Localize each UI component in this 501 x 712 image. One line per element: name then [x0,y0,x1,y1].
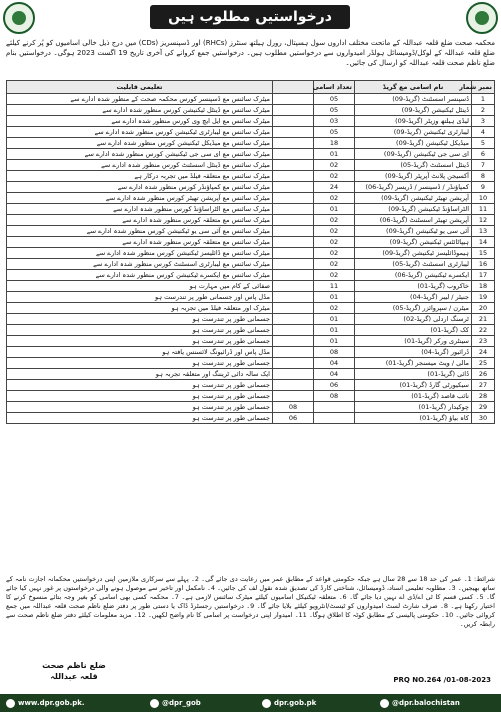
cell-qualification: میٹرک سائنس مع آپریشن تھیٹر کورس منظور شدہ ادارے سے [7,193,273,204]
cell-post-count: 01 [314,336,355,347]
cell-serial-number: 5 [472,138,495,149]
cell-qualification: میٹرک سائنس مع ڈینٹل ٹیکنیشن کورس منظور شدہ ادارے سے [7,105,273,116]
cell-post-count-2: 08 [273,402,314,413]
cell-serial-number: 22 [472,325,495,336]
cell-serial-number: 29 [472,402,495,413]
cell-qualification: صفائی کے کام میں مہارت ہو [7,281,273,292]
cell-post-count: 02 [314,303,355,314]
cell-qualification: جسمانی طور پر تندرست ہو [7,402,273,413]
cell-post-name: سیکیورٹی گارڈ (گریڈ-01) [355,380,472,391]
table-row [7,215,495,226]
cell-serial-number: 10 [472,193,495,204]
cell-post-count: 01 [314,292,355,303]
cell-post-count-2 [273,325,314,336]
cell-post-name: آئی سی یو ٹیکنیشن (گریڈ-09) [355,226,472,237]
cell-post-count: 03 [314,116,355,127]
table-row [7,149,495,160]
cell-post-count-2: 06 [273,413,314,424]
cell-serial-number: 16 [472,259,495,270]
cell-qualification: جسمانی طور پر تندرست ہو [7,413,273,424]
cell-post-name: سینٹری ورکر (گریڈ-01) [355,336,472,347]
table-row [7,226,495,237]
cell-post-name: ڈسپنسر اسسٹنٹ (گریڈ-09) [355,94,472,105]
cell-post-count-2 [273,94,314,105]
cell-serial-number: 7 [472,160,495,171]
cell-post-count: 08 [314,391,355,402]
cell-qualification: جسمانی طور پر تندرست ہو [7,358,273,369]
cell-post-count: 02 [314,270,355,281]
cell-qualification: میٹرک سائنس مع ایل ایچ وی کورس منظور شدہ ادارے سے [7,116,273,127]
cell-serial-number: 30 [472,413,495,424]
cell-post-count: 05 [314,94,355,105]
cell-serial-number: 25 [472,358,495,369]
cell-qualification: میٹرک سائنس مع متعلقہ فیلڈ میں تجربہ درکار ہے [7,171,273,182]
cell-post-count-2 [273,204,314,215]
cell-post-name: ہیپاٹائٹس ٹیکنیشن (گریڈ-09) [355,237,472,248]
signature-block [14,660,134,682]
footer-website[interactable] [6,694,85,712]
cell-post-count: 02 [314,226,355,237]
cell-post-count-2 [273,149,314,160]
table-row [7,193,495,204]
cell-post-count-2 [273,160,314,171]
cell-post-count-2 [273,391,314,402]
cell-serial-number: 24 [472,347,495,358]
cell-post-count: 08 [314,347,355,358]
cell-serial-number: 8 [472,171,495,182]
cell-post-count: 01 [314,325,355,336]
facebook-icon [262,699,271,708]
cell-serial-number: 9 [472,182,495,193]
footer-twitter-text: @dpr_gob [162,699,201,707]
table-row [7,160,495,171]
cell-post-name: ای سی جی ٹیکنیشن (گریڈ-09) [355,149,472,160]
cell-serial-number: 19 [472,292,495,303]
cell-post-count: 24 [314,182,355,193]
cell-post-count-2 [273,248,314,259]
table-row [7,105,495,116]
table-row [7,358,495,369]
table-row [7,413,495,424]
cell-post-name: ڈینٹل اسسٹنٹ (گریڈ-05) [355,160,472,171]
cell-post-count-2 [273,182,314,193]
cell-post-count: 02 [314,248,355,259]
table-row [7,270,495,281]
table-row [7,391,495,402]
table-row [7,347,495,358]
cell-qualification: ایک سالہ دائی ٹریننگ اور متعلقہ تجربہ ہو [7,369,273,380]
prq-number: PRQ NO.264 /01-08-2023 [393,676,491,684]
cell-post-count-2 [273,237,314,248]
cell-post-name: میڈیکل ٹیکنیشن (گریڈ-09) [355,138,472,149]
cell-qualification: جسمانی طور پر تندرست ہو [7,314,273,325]
cell-post-count-2 [273,116,314,127]
cell-qualification: میٹرک سائنس مع لیبارٹری ٹیکنیشن کورس منظور شدہ ادارے سے [7,127,273,138]
cell-qualification: جسمانی طور پر تندرست ہو [7,380,273,391]
cell-post-count-2 [273,270,314,281]
instagram-icon [380,699,389,708]
twitter-icon [150,699,159,708]
cell-post-name: کاہ بیاؤ (گریڈ-01) [355,413,472,424]
cell-post-count [314,402,355,413]
cell-post-name: چوکیدار (گریڈ-01) [355,402,472,413]
intro-paragraph: محکمہ صحت ضلع قلعہ عبداللہ کے ماتحت مختلف اداروں سول ہسپتال، رورل ہیلتھ سنٹرز (RHCs) اور ڈسپنسریز (CDs) میں درج ذیل خالی اسامیوں کو پُر کرنے کیلئے ضلع قلعہ عبداللہ کے لوکل/ڈومیسائل ہولڈر امیدواروں سے درخواستیں مطلوب ہیں۔ درخواستیں جمع کروانے کی آخری تاریخ 19 اگست 2023 ہوگی۔ درخواستیں بنام ضلع ناظم صحت قلعہ عبداللہ کو ارسال کی جائیں۔ [6,39,496,67]
cell-post-count: 01 [314,314,355,325]
cell-post-name: کک (گریڈ-01) [355,325,472,336]
cell-post-name: آکسیجن پلانٹ آپریٹر (گریڈ-09) [355,171,472,182]
cell-post-name: الٹراساؤنڈ ٹیکنیشن (گریڈ-09) [355,204,472,215]
cell-qualification: میٹرک سائنس مع آئی سی یو ٹیکنیشن کورس منظور شدہ ادارے سے [7,226,273,237]
cell-post-count: 04 [314,358,355,369]
cell-serial-number: 2 [472,105,495,116]
cell-post-name: لیبارٹری اسسٹنٹ (گریڈ-05) [355,259,472,270]
cell-serial-number: 27 [472,380,495,391]
cell-post-name: ڈرائیور (گریڈ-04) [355,347,472,358]
vacancies-table [6,80,495,424]
cell-qualification: میٹرک سائنس مع لیبارٹری اسسٹنٹ کورس منظور شدہ ادارے سے [7,259,273,270]
cell-post-count: 05 [314,105,355,116]
table-row [7,204,495,215]
cell-post-count [314,413,355,424]
header-serial-number: نمبر شمار [472,81,495,94]
header-post-name: نام اسامی مع گریڈ [355,81,472,94]
cell-qualification: میٹرک سائنس مع ای سی جی ٹیکنیشن کورس منظور شدہ ادارے سے [7,149,273,160]
cell-post-count: 02 [314,193,355,204]
table-row [7,171,495,182]
cell-post-count-2 [273,259,314,270]
table-row [7,314,495,325]
table-row [7,182,495,193]
cell-post-count: 02 [314,215,355,226]
cell-post-name: جنیٹر / لیبر (گریڈ-04) [355,292,472,303]
cell-qualification: میٹرک سائنس مع کمپاؤنڈر کورس منظور شدہ ادارے سے [7,182,273,193]
cell-post-count-2 [273,292,314,303]
cell-post-count-2 [273,369,314,380]
cell-qualification: میٹرک سائنس مع ڈائلیسز ٹیکنیشن کورس منظور شدہ ادارے سے [7,248,273,259]
cell-serial-number: 1 [472,94,495,105]
cell-serial-number: 3 [472,116,495,127]
cell-qualification: میٹرک سائنس مع ڈینٹل اسسٹنٹ کورس منظور شدہ ادارے سے [7,160,273,171]
cell-qualification: میٹرک سائنس مع ڈسپنسر کورس محکمہ صحت کے منظور شدہ ادارے سے [7,94,273,105]
cell-qualification: مڈل پاس اور ڈرائیونگ لائسنس یافتہ ہو [7,347,273,358]
cell-post-count-2 [273,380,314,391]
cell-post-name: کمپاؤنڈر / ڈسپنسر / ڈریسر (گریڈ-06) [355,182,472,193]
cell-post-name: ٹرسنگ اردلی (گریڈ-02) [355,314,472,325]
header-qualification: تعلیمی قابلیت [7,81,273,94]
header-post-count: تعداد اسامی [314,81,355,94]
cell-post-count: 02 [314,259,355,270]
cell-post-name: ایکسرے ٹیکنیشن (گریڈ-06) [355,270,472,281]
cell-post-name: نائب قاصد (گریڈ-01) [355,391,472,402]
table-row [7,116,495,127]
cell-post-count-2 [273,215,314,226]
terms-and-conditions: شرائط: 1۔ عمر کی حد 18 سے 28 سال ہے جبکہ حکومتی قواعد کے مطابق عمر میں رعایت دی جائے گی۔ 2۔ پہلے سے سرکاری ملازمین اپنی درخواستیں محکمانہ اجازت نامہ کے ساتھ بھیجیں۔ 3۔ مطلوبہ تعلیمی اسناد، ڈومیسائل، شناختی کارڈ کی تصدیق شدہ نقول لف کی جائیں۔ 4۔ نامکمل اور تاخیر سے موصول ہونے والی درخواستوں پر غور نہیں کیا جائے گا۔ 5۔ کسی قسم کا ٹی اے/ڈی اے نہیں دیا جائے گا۔ 6۔ متعلقہ ٹیکنیکل اسامیوں کیلئے میٹرک سائنس لازمی ہے۔ 7۔ محکمہ کسی بھی اسامی کو بغیر وجہ بتائے منسوخ کرنے کا اختیار رکھتا ہے۔ 8۔ صرف شارٹ لسٹ امیدواروں کو ٹیسٹ/انٹرویو کیلئے بلایا جائے گا۔ 9۔ درخواستیں رجسٹرڈ ڈاک یا دستی طور پر دفتر ضلع ناظم صحت قلعہ عبداللہ میں جمع کروائی جائیں۔ 10۔ حکومتی پالیسی کے مطابق کوٹہ کا اطلاق ہوگا۔ 11۔ امیدوار اپنی درخواست پر اسامی کا نام واضح لکھیں۔ 12۔ مزید معلومات کیلئے دفتر ضلع ناظم صحت سے رابطہ کریں۔ [6,575,496,628]
footer-facebook-text: dpr.gob.pk [274,699,317,707]
footer-bar [0,694,501,712]
cell-serial-number: 11 [472,204,495,215]
cell-serial-number: 6 [472,149,495,160]
cell-post-name: ہیموڈائلیسز ٹیکنیشن (گریڈ-09) [355,248,472,259]
table-row [7,237,495,248]
cell-qualification: میٹرک سائنس مع ایکسرے ٹیکنیشن کورس منظور شدہ ادارے سے [7,270,273,281]
government-logo-right [466,2,498,34]
cell-post-count-2 [273,138,314,149]
signature-district: قلعہ عبداللہ [50,672,98,681]
table-row [7,380,495,391]
table-row [7,259,495,270]
cell-post-count-2 [273,281,314,292]
cell-post-name: ڈائی (گریڈ-01) [355,369,472,380]
cell-qualification: میٹرک اور متعلقہ فیلڈ میں تجربہ ہو [7,303,273,314]
cell-qualification: جسمانی طور پر تندرست ہو [7,336,273,347]
cell-post-count-2 [273,347,314,358]
cell-post-count-2 [273,105,314,116]
cell-post-count: 11 [314,281,355,292]
cell-serial-number: 13 [472,226,495,237]
cell-post-count: 01 [314,149,355,160]
cell-post-count-2 [273,358,314,369]
cell-post-count: 01 [314,204,355,215]
table-row [7,94,495,105]
cell-post-count-2 [273,336,314,347]
table-row [7,138,495,149]
cell-post-name: خاکروب (گریڈ-01) [355,281,472,292]
table-header-row [7,81,495,94]
table-row [7,127,495,138]
cell-post-count: 05 [314,127,355,138]
cell-post-count: 02 [314,160,355,171]
cell-serial-number: 17 [472,270,495,281]
cell-post-count: 02 [314,237,355,248]
table-row [7,248,495,259]
signature-designation: ضلع ناظم صحت [42,661,106,670]
header-post-count-2 [273,81,314,94]
cell-serial-number: 4 [472,127,495,138]
cell-post-count: 02 [314,171,355,182]
cell-serial-number: 15 [472,248,495,259]
cell-post-count: 04 [314,369,355,380]
header [0,0,501,34]
cell-qualification: میٹرک سائنس مع متعلقہ کورس منظور شدہ ادارے سے [7,237,273,248]
cell-serial-number: 23 [472,336,495,347]
cell-serial-number: 20 [472,303,495,314]
cell-post-name: لیڈی ہیلتھ وزیٹر (گریڈ-09) [355,116,472,127]
cell-post-name: لیبارٹری ٹیکنیشن (گریڈ-09) [355,127,472,138]
cell-serial-number: 12 [472,215,495,226]
globe-icon [6,699,15,708]
cell-post-name: میٹرن / سپروائزر (گریڈ-05) [355,303,472,314]
table-row [7,325,495,336]
table-row [7,281,495,292]
table-row [7,402,495,413]
table-row [7,292,495,303]
cell-post-name: آپریشن تھیٹر اسسٹنٹ (گریڈ-06) [355,215,472,226]
cell-post-name: مالی / ویٹ میسنجر (گریڈ-01) [355,358,472,369]
footer-website-text: www.dpr.gob.pk. [18,699,85,707]
cell-qualification: جسمانی طور پر تندرست ہو [7,391,273,402]
cell-post-count-2 [273,303,314,314]
footer-instagram[interactable] [380,694,460,712]
cell-qualification: جسمانی طور پر تندرست ہو [7,325,273,336]
footer-facebook[interactable] [262,694,316,712]
cell-post-count-2 [273,193,314,204]
table-row [7,303,495,314]
cell-serial-number: 14 [472,237,495,248]
page-title: درخواستیں مطلوب ہیں [150,5,350,29]
government-logo-left [3,2,35,34]
cell-qualification: میٹرک سائنس مع الٹراساؤنڈ کورس منظور شدہ ادارے سے [7,204,273,215]
cell-post-count-2 [273,171,314,182]
cell-qualification: میٹرک سائنس مع متعلقہ کورس منظور شدہ ادارے سے [7,215,273,226]
table-row [7,369,495,380]
footer-instagram-text: @dpr.balochistan [392,699,460,707]
cell-serial-number: 28 [472,391,495,402]
cell-post-count-2 [273,226,314,237]
cell-serial-number: 26 [472,369,495,380]
cell-post-count-2 [273,127,314,138]
cell-post-name: آپریشن تھیٹر ٹیکنیشن (گریڈ-09) [355,193,472,204]
table-row [7,336,495,347]
cell-serial-number: 21 [472,314,495,325]
cell-post-count: 18 [314,138,355,149]
cell-qualification: مڈل پاس اور جسمانی طور پر تندرست ہو [7,292,273,303]
cell-post-count: 06 [314,380,355,391]
cell-post-name: ڈینٹل ٹیکنیشن (گریڈ-09) [355,105,472,116]
cell-post-count-2 [273,314,314,325]
footer-twitter[interactable] [150,694,201,712]
cell-serial-number: 18 [472,281,495,292]
cell-qualification: میٹرک سائنس مع میڈیکل ٹیکنیشن کورس منظور شدہ ادارے سے [7,138,273,149]
